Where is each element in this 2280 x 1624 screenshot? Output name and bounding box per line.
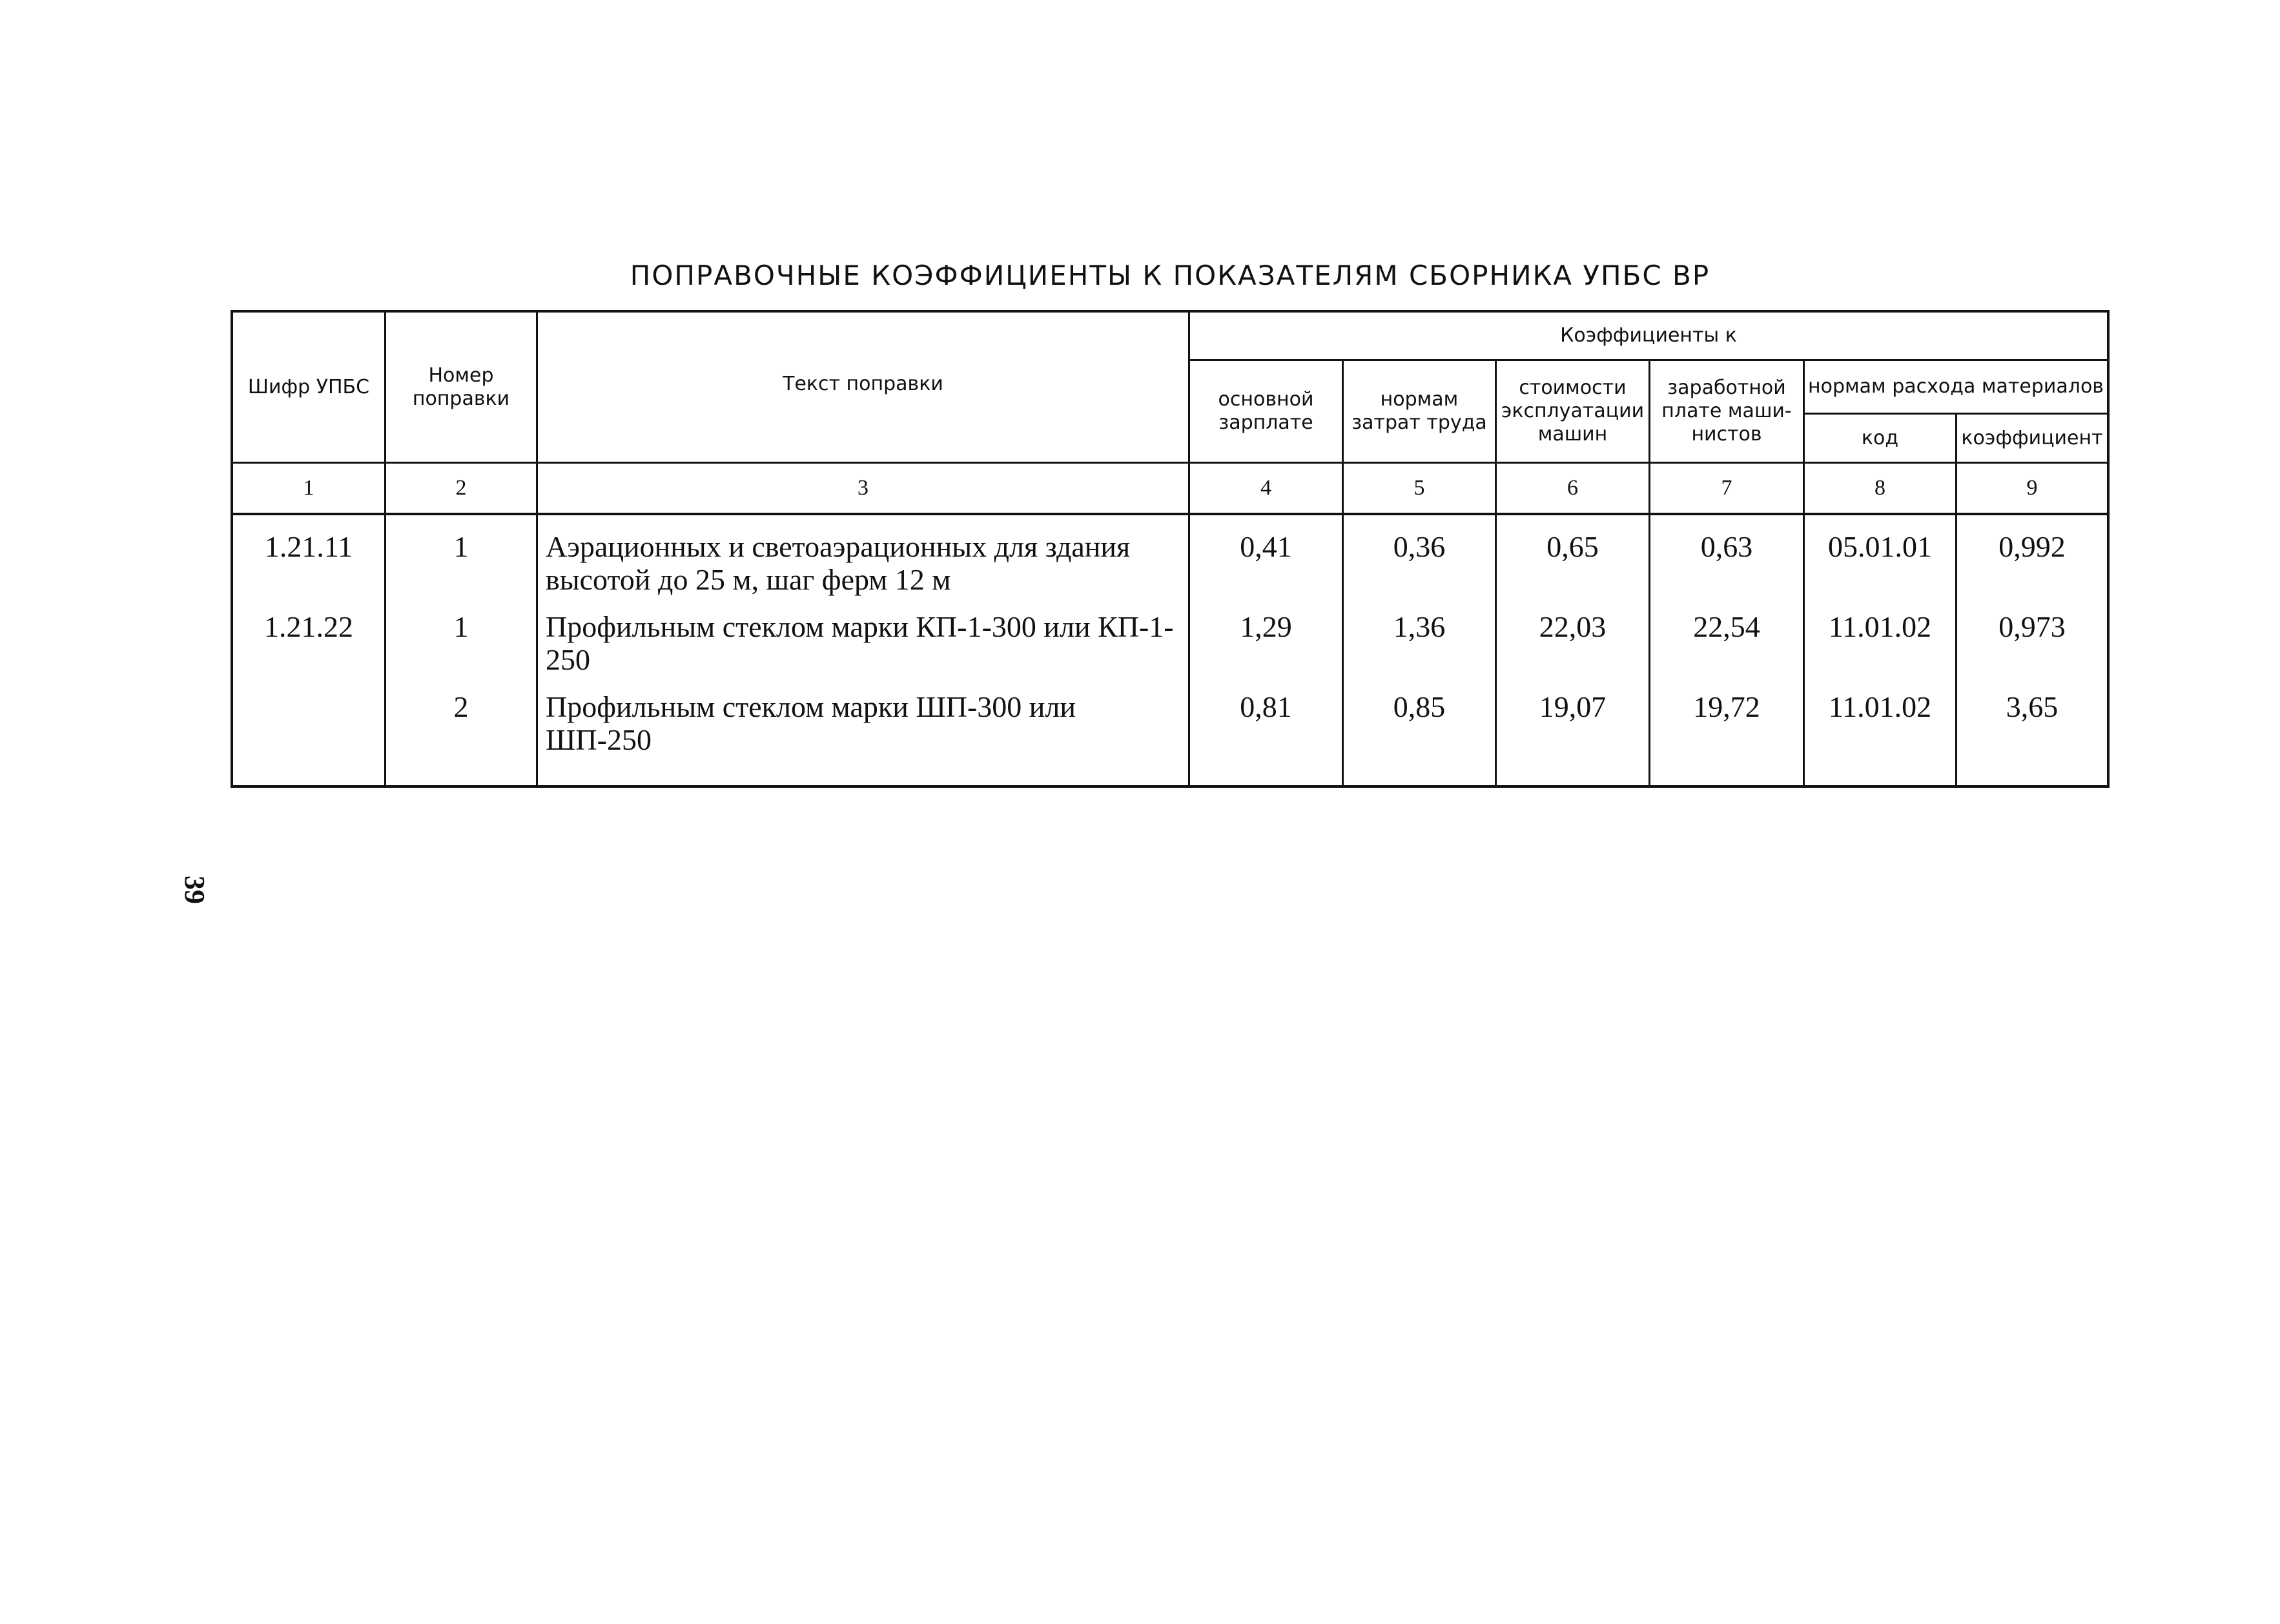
cell-c4: 0,81 (1240, 690, 1292, 723)
cell-c9: 0,992 (1998, 530, 2066, 563)
column-number: 9 (2026, 475, 2038, 500)
header-nomer: Номер поправки (412, 364, 510, 410)
column-number: 3 (858, 475, 868, 500)
header-koef-group: Коэффициенты к (1560, 324, 1737, 347)
cell-c7: 0,63 (1700, 530, 1753, 563)
column-number: 8 (1874, 475, 1885, 500)
cell-c8: 05.01.01 (1828, 530, 1932, 563)
cell-c4: 0,41 (1240, 530, 1292, 563)
header-kod: код (1861, 426, 1899, 449)
column-number: 4 (1260, 475, 1271, 500)
cell-tekst: Аэрационных и светоаэрационных для здания высотой до 25 м, шаг ферм 12 м (546, 530, 1131, 596)
cell-shifr: 1.21.11 (264, 530, 353, 563)
cell-c7: 19,72 (1693, 690, 1760, 723)
header-stoimosti: стоимости эксплуатации машин (1501, 376, 1645, 446)
document-title: ПОПРАВОЧНЫЕ КОЭФФИЦИЕНТЫ К ПОКАЗАТЕЛЯМ СБОРНИКА УПБС ВР (630, 260, 1710, 291)
row-divider (233, 513, 2107, 515)
column-number: 2 (455, 475, 467, 500)
header-osnovnoi: основной зарплате (1218, 388, 1314, 434)
page-number: 39 (179, 876, 211, 904)
cell-c5: 1,36 (1393, 610, 1446, 643)
cell-c5: 0,85 (1393, 690, 1446, 723)
column-number: 5 (1413, 475, 1425, 500)
header-normam-materialov: нормам расхода материалов (1808, 375, 2104, 398)
cell-c8: 11.01.02 (1828, 610, 1932, 643)
header-zarabotnoi: заработной плате маши-нистов (1661, 376, 1792, 446)
cell-c7: 22,54 (1693, 610, 1760, 643)
cell-nomer: 1 (453, 530, 469, 563)
cell-shifr (233, 691, 384, 762)
cell-c6: 22,03 (1539, 610, 1607, 643)
cell-c9: 0,973 (1998, 610, 2066, 643)
cell-c6: 0,65 (1546, 530, 1599, 563)
cell-c5: 0,36 (1393, 530, 1446, 563)
column-number: 7 (1721, 475, 1732, 500)
cell-nomer: 2 (453, 690, 469, 723)
cell-c6: 19,07 (1539, 690, 1607, 723)
corrections-table (231, 310, 2110, 788)
cell-c9: 3,65 (2006, 690, 2059, 723)
column-number: 6 (1567, 475, 1578, 500)
cell-shifr: 1.21.22 (264, 610, 353, 643)
cell-c8: 11.01.02 (1828, 690, 1932, 723)
header-koefficient: коэффициент (1961, 426, 2103, 449)
column-number: 1 (303, 475, 314, 500)
header-normam-trud: нормам затрат труда (1351, 388, 1487, 434)
cell-tekst: Профильным стеклом марки ШП-300 или ШП-250 (546, 690, 1076, 756)
cell-tekst: Профильным стеклом марки КП-1-300 или КП-1-250 (546, 610, 1174, 676)
cell-c4: 1,29 (1240, 610, 1292, 643)
header-shifr: Шифр УПБС (247, 375, 370, 398)
header-tekst: Текст поправки (783, 372, 943, 395)
cell-nomer: 1 (453, 610, 469, 643)
